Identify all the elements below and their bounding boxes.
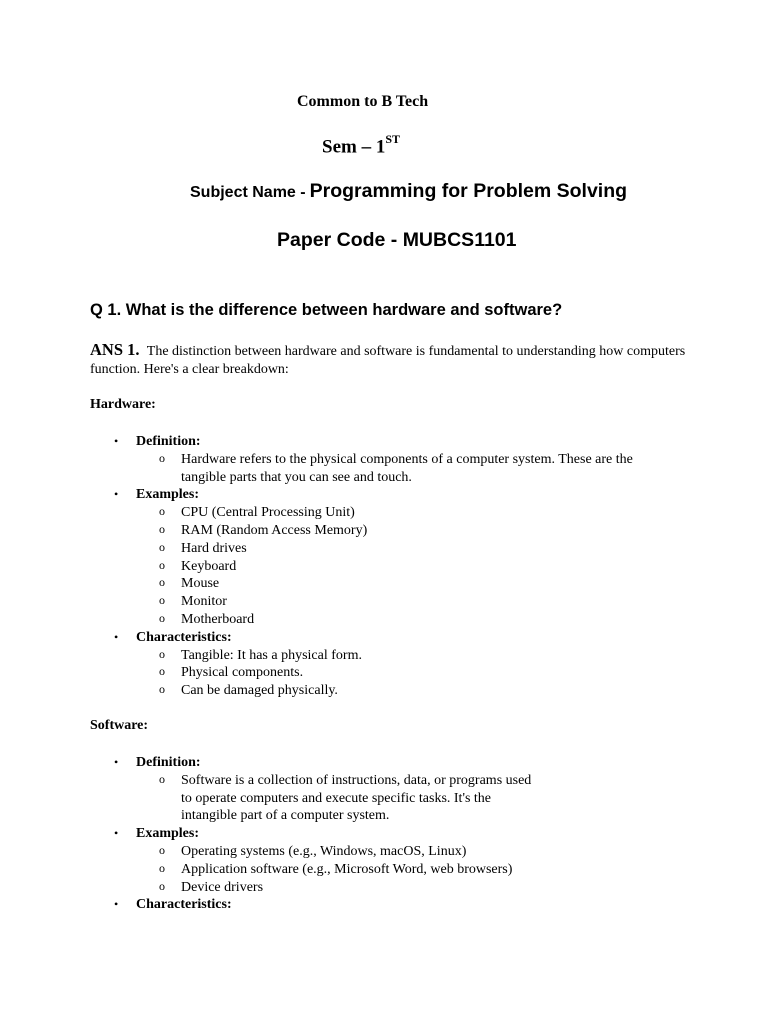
list-item-text: Operating systems (e.g., Windows, macOS, Linux) bbox=[181, 843, 467, 859]
list-item bbox=[90, 433, 680, 486]
hardware-characteristics-list bbox=[136, 647, 680, 700]
list-item-text: Hardware refers to the physical components of a computer system. These are the tangible parts that you can see and touch. bbox=[181, 451, 633, 485]
sub-bullet-icon: o bbox=[159, 646, 165, 661]
semester-text: Sem – 1 bbox=[322, 136, 386, 158]
list-item bbox=[136, 843, 680, 861]
sub-bullet-icon: o bbox=[159, 557, 165, 572]
subject-line bbox=[190, 180, 627, 203]
answer-label: ANS 1. bbox=[90, 340, 140, 359]
software-heading: Software: bbox=[90, 718, 149, 733]
list-item bbox=[136, 558, 680, 576]
list-item bbox=[136, 575, 680, 593]
software-examples-list bbox=[136, 843, 680, 896]
list-item bbox=[136, 647, 680, 665]
software-definition-label: Definition: bbox=[136, 755, 201, 770]
hardware-definition-list bbox=[136, 451, 680, 487]
answer-text: The distinction between hardware and software is fundamental to understanding how computers function. Here's a clear breakdown: bbox=[90, 344, 686, 377]
list-item bbox=[136, 540, 680, 558]
semester-label bbox=[322, 134, 400, 158]
bullet-icon: • bbox=[114, 629, 119, 644]
list-item bbox=[136, 593, 680, 611]
sub-bullet-icon: o bbox=[159, 842, 165, 857]
list-item bbox=[136, 772, 680, 825]
list-item bbox=[136, 664, 680, 682]
software-definition-list bbox=[136, 772, 680, 825]
list-item bbox=[136, 522, 680, 540]
hardware-examples-label: Examples: bbox=[136, 487, 199, 503]
subject-name: Programming for Problem Solving bbox=[309, 180, 628, 202]
list-item-text: Application software (e.g., Microsoft Word, web browsers) bbox=[181, 861, 513, 877]
list-item bbox=[136, 682, 680, 700]
list-item-text: Can be damaged physically. bbox=[181, 683, 338, 699]
bullet-icon: • bbox=[114, 434, 119, 448]
question-1: Q 1. What is the difference between hardware and software? bbox=[90, 301, 563, 319]
hardware-examples-list bbox=[136, 504, 680, 629]
list-item bbox=[90, 896, 680, 914]
list-item bbox=[90, 825, 680, 896]
sub-bullet-icon: o bbox=[159, 539, 165, 554]
list-item-text: RAM (Random Access Memory) bbox=[181, 522, 368, 538]
sub-bullet-icon: o bbox=[159, 450, 165, 465]
list-item bbox=[136, 504, 680, 522]
bullet-icon: • bbox=[114, 755, 119, 769]
sub-bullet-icon: o bbox=[159, 682, 165, 697]
bullet-icon: • bbox=[114, 487, 119, 502]
sub-bullet-icon: o bbox=[159, 593, 165, 608]
software-list bbox=[90, 754, 680, 914]
list-item bbox=[136, 611, 680, 629]
sub-bullet-icon: o bbox=[159, 521, 165, 536]
sub-bullet-icon: o bbox=[159, 610, 165, 625]
list-item bbox=[136, 861, 680, 879]
subject-label: Subject Name - bbox=[190, 184, 306, 201]
list-item bbox=[136, 451, 680, 487]
list-item-text: Motherboard bbox=[181, 611, 255, 627]
semester-superscript: ST bbox=[385, 132, 401, 146]
sub-bullet-icon: o bbox=[159, 771, 165, 786]
list-item-text: Software is a collection of instructions, data, or programs used to operate computers and execute specific tasks. It's the intangible part of a computer system. bbox=[181, 772, 532, 824]
sub-bullet-icon: o bbox=[159, 504, 165, 519]
list-item-text: Monitor bbox=[181, 594, 227, 610]
hardware-heading: Hardware: bbox=[90, 397, 156, 412]
sub-bullet-icon: o bbox=[159, 575, 165, 590]
list-item-text: CPU (Central Processing Unit) bbox=[181, 505, 355, 521]
sub-bullet-icon: o bbox=[159, 860, 165, 875]
list-item-text: Device drivers bbox=[181, 879, 264, 895]
list-item bbox=[136, 879, 680, 897]
sub-bullet-icon: o bbox=[159, 664, 165, 679]
list-item bbox=[90, 629, 680, 700]
list-item bbox=[90, 754, 680, 825]
hardware-characteristics-label: Characteristics: bbox=[136, 629, 232, 645]
list-item-text: Tangible: It has a physical form. bbox=[181, 647, 362, 663]
software-characteristics-label: Characteristics: bbox=[136, 897, 232, 913]
bullet-icon: • bbox=[114, 826, 119, 841]
hardware-list bbox=[90, 433, 680, 700]
list-item-text: Hard drives bbox=[181, 540, 247, 556]
paper-code: Paper Code - MUBCS1101 bbox=[277, 229, 517, 251]
list-item bbox=[90, 486, 680, 628]
bullet-icon: • bbox=[114, 897, 119, 912]
list-item-text: Mouse bbox=[181, 576, 220, 592]
sub-bullet-icon: o bbox=[159, 878, 165, 893]
hardware-definition-label: Definition: bbox=[136, 434, 201, 449]
course-title: Common to B Tech bbox=[297, 93, 429, 110]
answer-1 bbox=[90, 341, 690, 379]
list-item-text: Keyboard bbox=[181, 558, 237, 574]
software-examples-label: Examples: bbox=[136, 826, 199, 842]
list-item-text: Physical components. bbox=[181, 665, 304, 681]
